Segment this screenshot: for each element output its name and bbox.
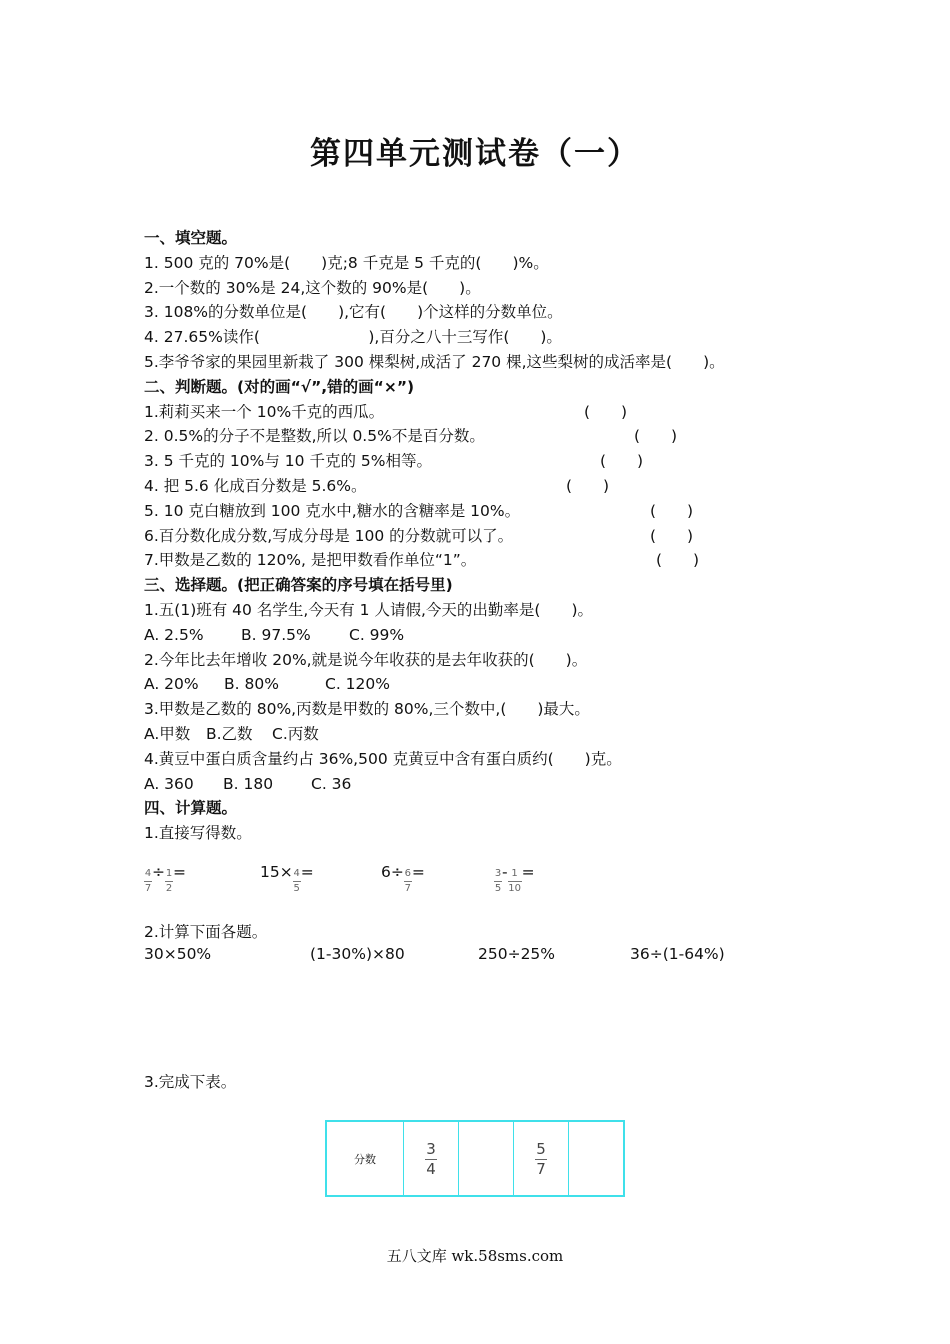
judge-text: 3. 5 千克的 10%与 10 千克的 5%相等。	[144, 452, 432, 471]
fill-blank-1: 1. 500 克的 70%是( )克;8 千克是 5 千克的( )%。	[144, 253, 549, 272]
judge-6	[144, 524, 864, 549]
fill-blank-2: 2.一个数的 30%是 24,这个数的 90%是( )。	[144, 278, 481, 297]
table-cell	[404, 1121, 459, 1196]
page-title: 第四单元测试卷（一）	[310, 136, 640, 172]
denominator: 7	[536, 1160, 546, 1178]
choice-4-options	[144, 772, 864, 797]
choice-2-options	[144, 672, 864, 697]
numerator: 6	[404, 868, 412, 879]
fraction	[494, 868, 502, 894]
answer-paren: ( )	[656, 551, 700, 570]
denominator: 7	[404, 883, 412, 894]
numerator: 1	[511, 868, 518, 879]
calc-expr-2: (1-30%)×80	[310, 945, 405, 963]
oral-expr-1	[144, 862, 186, 894]
equals-sign: =	[300, 863, 314, 881]
table-row	[326, 1121, 624, 1196]
fraction	[535, 1141, 547, 1178]
denominator: 7	[144, 883, 152, 894]
numerator: 4	[293, 868, 300, 879]
judge-text: 4. 把 5.6 化成百分数是 5.6%。	[144, 476, 367, 495]
complete-table	[325, 1120, 625, 1197]
option-b: B. 80%	[224, 675, 279, 694]
judge-text: 2. 0.5%的分子不是整数,所以 0.5%不是百分数。	[144, 427, 485, 446]
answer-paren: ( )	[650, 501, 694, 520]
numerator: 4	[144, 868, 152, 879]
calc-sub-2: 2.计算下面各题。	[144, 923, 268, 941]
option-a: A.甲数	[144, 724, 191, 743]
calc-expr-3: 250÷25%	[478, 945, 556, 963]
answer-paren: ( )	[650, 526, 694, 545]
choice-1: 1.五(1)班有 40 名学生,今天有 1 人请假,今天的出勤率是( )。	[144, 600, 593, 619]
numerator: 3	[426, 1140, 436, 1158]
fraction	[508, 868, 522, 894]
choice-2: 2.今年比去年增收 20%,就是说今年收获的是去年收获的( )。	[144, 650, 588, 669]
footer-watermark: 五八文库 wk.58sms.com	[386, 1247, 564, 1265]
equals-sign: =	[173, 863, 186, 881]
numerator: 1	[165, 868, 173, 879]
judge-3	[144, 449, 864, 474]
calc-sub-1: 1.直接写得数。	[144, 824, 252, 843]
fill-blank-5: 5.李爷爷家的果园里新栽了 300 棵梨树,成活了 270 棵,这些梨树的成活率是( )。	[144, 352, 725, 371]
option-c: C.丙数	[272, 724, 319, 743]
section-1-heading: 一、填空题。	[144, 229, 238, 247]
denominator: 4	[426, 1160, 436, 1178]
fraction	[404, 868, 412, 894]
option-a: A. 360	[144, 774, 194, 793]
question-list	[144, 226, 864, 846]
section-4-heading: 四、计算题。	[144, 799, 238, 818]
judge-text: 7.甲数是乙数的 120%, 是把甲数看作单位“1”。	[144, 551, 477, 570]
fraction	[425, 1141, 437, 1178]
judge-1	[144, 400, 864, 425]
option-b: B. 97.5%	[241, 625, 311, 644]
table-header-cell: 分数	[326, 1121, 404, 1196]
choice-3: 3.甲数是乙数的 80%,丙数是甲数的 80%,三个数中,( )最大。	[144, 700, 590, 719]
table-cell	[514, 1121, 569, 1196]
calc-expr-1: 30×50%	[144, 945, 212, 963]
fraction	[293, 868, 301, 894]
numerator: 3	[494, 868, 502, 879]
section-2-heading: 二、判断题。(对的画“√”,错的画“×”)	[144, 377, 415, 396]
denominator: 5	[494, 883, 502, 894]
table-cell-blank[interactable]	[569, 1121, 625, 1196]
judge-2	[144, 424, 864, 449]
choice-3-options	[144, 722, 864, 747]
fill-blank-4: 4. 27.65%读作( ),百分之八十三写作( )。	[144, 328, 562, 347]
operand: 15×	[260, 863, 293, 881]
denominator: 5	[293, 883, 300, 894]
operator: -	[502, 863, 508, 881]
denominator: 2	[165, 883, 173, 894]
fraction	[144, 868, 152, 894]
answer-paren: ( )	[600, 452, 644, 471]
answer-paren: ( )	[584, 402, 628, 421]
choice-1-options	[144, 623, 864, 648]
calc-sub-3: 3.完成下表。	[144, 1073, 237, 1091]
oral-expr-2	[260, 862, 314, 894]
answer-paren: ( )	[566, 476, 610, 495]
judge-5	[144, 499, 864, 524]
numerator: 5	[536, 1140, 546, 1158]
section-3-heading: 三、选择题。(把正确答案的序号填在括号里)	[144, 576, 453, 595]
operator: ÷	[152, 863, 165, 881]
equals-sign: =	[521, 863, 535, 881]
judge-text: 6.百分数化成分数,写成分母是 100 的分数就可以了。	[144, 526, 514, 545]
table-cell-blank[interactable]	[459, 1121, 514, 1196]
option-c: C. 36	[311, 774, 352, 793]
oral-expr-3	[381, 862, 425, 894]
option-a: A. 2.5%	[144, 625, 204, 644]
option-a: A. 20%	[144, 675, 199, 694]
fill-blank-3: 3. 108%的分数单位是( ),它有( )个这样的分数单位。	[144, 303, 563, 322]
answer-paren: ( )	[634, 427, 678, 446]
equals-sign: =	[411, 863, 425, 881]
operand: 6÷	[381, 863, 404, 881]
judge-4	[144, 474, 864, 499]
judge-text: 1.莉莉买来一个 10%千克的西瓜。	[144, 402, 385, 421]
oral-expr-4	[494, 862, 535, 894]
option-c: C. 120%	[325, 675, 390, 694]
option-c: C. 99%	[349, 625, 405, 644]
calc-expr-4: 36÷(1-64%)	[630, 945, 725, 963]
denominator: 10	[508, 883, 521, 894]
option-b: B.乙数	[206, 724, 253, 743]
judge-text: 5. 10 克白糖放到 100 克水中,糖水的含糖率是 10%。	[144, 501, 521, 520]
judge-7	[144, 548, 864, 573]
option-b: B. 180	[223, 774, 274, 793]
fraction	[165, 868, 173, 894]
choice-4: 4.黄豆中蛋白质含量约占 36%,500 克黄豆中含有蛋白质约( )克。	[144, 749, 622, 768]
